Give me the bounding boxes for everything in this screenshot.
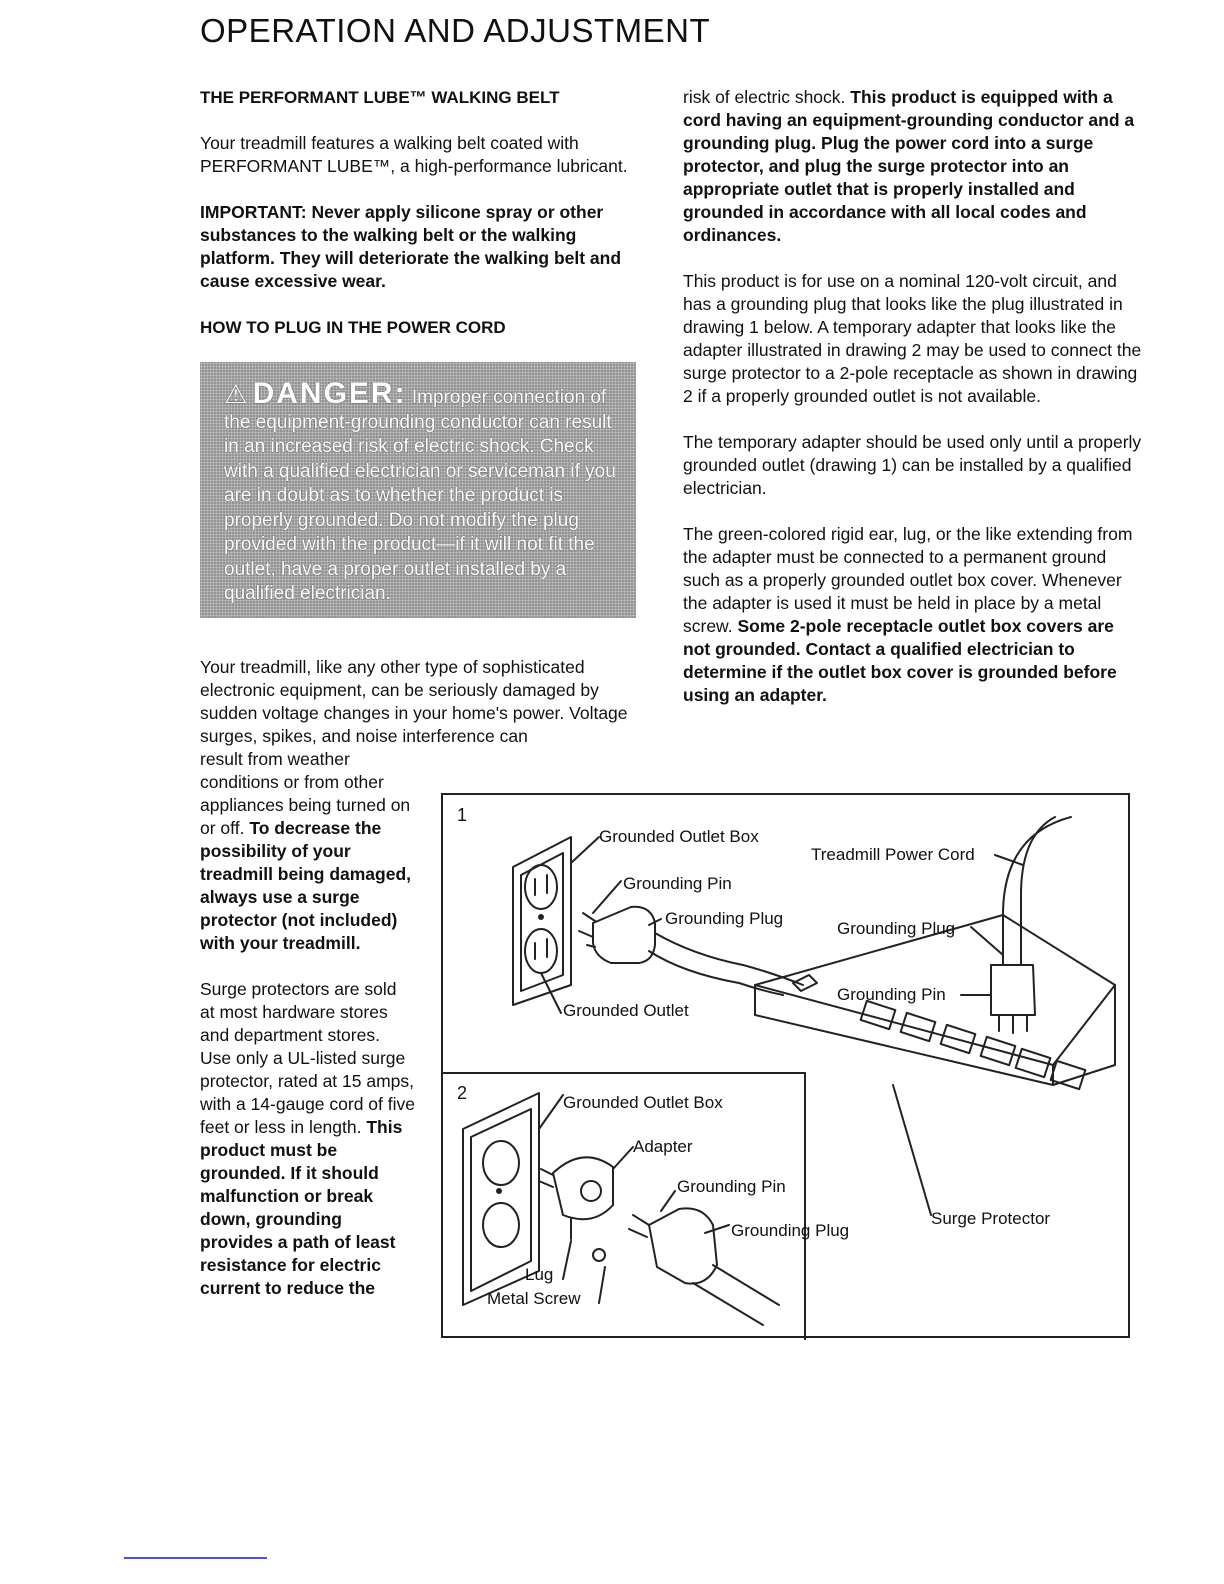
page-title: OPERATION AND ADJUSTMENT (200, 12, 711, 49)
outlet-box-warning: Some 2-pole receptacle outlet box covers are not grounded. Contact a qualified electrician to determine if the outlet box cover is grounded before using an adapter. (683, 616, 1117, 705)
surge-protector-spec-text: Surge protectors are sold at most hardware stores and department stores. Use only a UL-listed surge protector, rated at 15 amps, with a 14-gauge cord of five feet or less in length. (200, 979, 415, 1137)
drawing-2-number: 2 (457, 1083, 468, 1103)
danger-text: Improper connection of the equipment-grounding conductor can result in an increased risk of electric shock. Check with a qualified electrician or serviceman if you are in doubt as to whether the product is properly grounded. Do not modify the plug provided with the product—if it will not fit the outlet, have a proper outlet installed by a qualified electrician. (224, 387, 616, 604)
danger-heading: DANGER: (252, 377, 407, 410)
label-grounded-outlet-box-2: Grounded Outlet Box (563, 1093, 723, 1112)
left-column (200, 86, 650, 618)
label-surge-protector: Surge Protector (931, 1209, 1051, 1228)
label-grounding-pin-1: Grounding Pin (623, 874, 732, 893)
metal-screw-drawing (593, 1249, 605, 1261)
warning-triangle-icon: ⚠ (224, 379, 248, 409)
section-heading-walking-belt: THE PERFORMANT LUBE™ WALKING BELT (200, 88, 560, 107)
lug-paragraph: The green-colored rigid ear, lug, or the like extending from the adapter must be connected to a permanent ground such as a properly grounded outlet box cover. Whenever the adapter is used it must be held in place by a metal screw. (683, 524, 1133, 636)
grounding-required-text: This product must be grounded. If it should malfunction or break down, grounding provides a path of least resistance for electric current to reduce the (200, 1117, 403, 1298)
treadmill-cord-drawing (991, 817, 1071, 1033)
important-note: IMPORTANT: Never apply silicone spray or other substances to the walking belt or the walking platform. They will deteriorate the walking belt and cause excessive wear. (200, 202, 622, 291)
label-grounding-plug-3: Grounding Plug (731, 1221, 850, 1240)
shock-risk-text: risk of electric shock. (683, 87, 846, 107)
label-adapter: Adapter (633, 1137, 693, 1156)
walking-belt-paragraph: Your treadmill features a walking belt coated with PERFORMANT LUBE™, a high-performance lubricant. (200, 133, 628, 176)
right-column (683, 86, 1143, 707)
plug-diagram (441, 793, 1130, 1338)
adapter-temporary-paragraph: The temporary adapter should be used only until a properly grounded outlet (drawing 1) can be installed by a qualified electrician. (683, 432, 1142, 498)
section-heading-power-cord: HOW TO PLUG IN THE POWER CORD (200, 318, 506, 337)
grounded-outlet-drawing (513, 837, 571, 1005)
adapter-drawing (539, 1157, 613, 1239)
label-metal-screw: Metal Screw (487, 1289, 581, 1308)
footer-divider (124, 1557, 267, 1559)
circuit-paragraph: This product is for use on a nominal 120-volt circuit, and has a grounding plug that looks like the plug illustrated in drawing 1 below. A temporary adapter that looks like the adapter illustrated in drawing 2 may be used to connect the surge protector to a 2-pole receptacle as shown in drawing 2 if a properly grounded outlet is not available. (683, 271, 1142, 406)
label-grounded-outlet-box-1: Grounded Outlet Box (599, 827, 759, 846)
plug-diagram-drawing (443, 795, 1132, 1340)
label-grounding-pin-2: Grounding Pin (837, 985, 946, 1004)
surge-recommendation-text: To decrease the possibility of your treadmill being damaged, always use a surge protector (not included) with your treadmill. (200, 818, 412, 953)
label-grounded-outlet: Grounded Outlet (563, 1001, 689, 1020)
label-lug: Lug (525, 1265, 554, 1284)
danger-box (200, 362, 636, 618)
surge-causes-text: result from weather conditions or from other appliances being turned on or off. (200, 749, 411, 838)
surge-intro-paragraph: Your treadmill, like any other type of sophisticated electronic equipment, can be seriously damaged by sudden voltage changes in your home's power. Voltage surges, spikes, and noise interference can (200, 657, 628, 746)
drawing-1-number: 1 (457, 805, 468, 825)
label-grounding-plug-1: Grounding Plug (665, 909, 784, 928)
label-grounding-pin-3: Grounding Pin (677, 1177, 786, 1196)
label-treadmill-power-cord: Treadmill Power Cord (811, 845, 975, 864)
grounding-instructions-text: This product is equipped with a cord having an equipment-grounding conductor and a grounding plug. Plug the power cord into a surge protector, and plug the surge protector into an appropriate outlet that is properly installed and grounded in accordance with all local codes and ordinances. (683, 87, 1135, 245)
label-grounding-plug-2: Grounding Plug (837, 919, 956, 938)
